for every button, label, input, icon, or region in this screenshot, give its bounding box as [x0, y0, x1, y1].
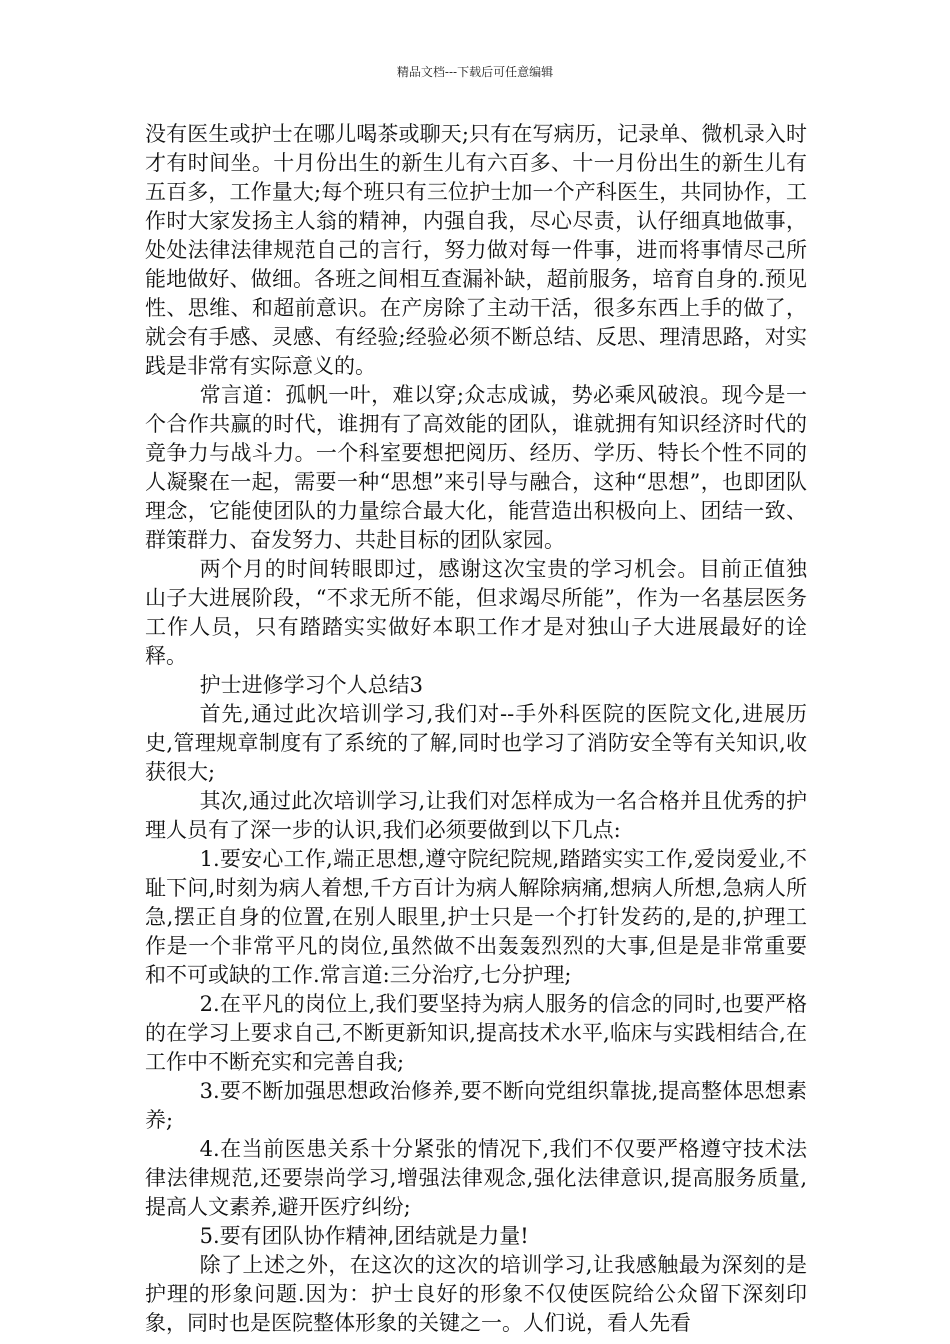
list-item-5: 5.要有团队协作精神,团结就是力量! [199, 1224, 529, 1248]
document-body [145, 120, 807, 1338]
list-item-2: 2.在平凡的岗位上,我们要坚持为病人服务的信念的同时,也要严格的在学习上要求自己,不断更新知识,提高技术水平,临床与实践相结合,在工作中不断充实和完善自我; [145, 992, 807, 1074]
paragraph-2: 常言道：孤帆一叶，难以穿;众志成诚，势必乘风破浪。现今是一个合作共赢的时代，谁拥有了高效能的团队，谁就拥有知识经济时代的竟争力与战斗力。一个科室要想把阅历、经历、学历、特长个性不同的人凝聚在一起，需要一种“思想”来引导与融合，这种“思想”，也即团队理念，它能使团队的力量综合最大化，能营造出积极向上、团结一致、群策群力、奋发努力、共赴目标的团队家园。 [145, 383, 807, 552]
paragraph-6: 除了上述之外，在这次的这次的培训学习,让我感触最为深刻的是护理的形象问题.因为：护士良好的形象不仅使医院给公众留下深刻印象，同时也是医院整体形象的关键之一。人们说，看人先看 [145, 1253, 807, 1335]
paragraph-3: 两个月的时间转眼即过，感谢这次宝贵的学习机会。目前正值独山子大进展阶段，“不求无所不能，但求竭尽所能”，作为一名基层医务工作人员，只有踏踏实实做好本职工作才是对独山子大进展最好的诠释。 [145, 557, 807, 668]
page-header: 精品文档---下载后可任意编辑 [396, 65, 554, 79]
section-heading: 护士进修学习个人总结3 [199, 673, 423, 697]
paragraph-4: 首先,通过此次培训学习,我们对--手外科医院的医院文化,进展历史,管理规章制度有了系统的了解,同时也学习了消防安全等有关知识,收获很大; [145, 702, 807, 784]
list-item-3: 3.要不断加强思想政治修养,要不断向党组织靠拢,提高整体思想素养; [145, 1079, 807, 1132]
paragraph-5: 其次,通过此次培训学习,让我们对怎样成为一名合格并且优秀的护理人员有了深一步的认识,我们必须要做到以下几点: [145, 789, 807, 842]
list-item-4: 4.在当前医患关系十分紧张的情况下,我们不仅要严格遵守技术法律法律规范,还要崇尚学习,增强法律观念,强化法律意识,提高服务质量,提高人文素养,避开医疗纠纷; [145, 1137, 807, 1219]
list-item-1: 1.要安心工作,端正思想,遵守院纪院规,踏踏实实工作,爱岗爱业,不耻下问,时刻为病人着想,千方百计为病人解除病痛,想病人所想,急病人所急,摆正自身的位置,在别人眼里,护士只是一个打针发药的,是的,护理工作是一个非常平凡的岗位,虽然做不出轰轰烈烈的大事,但是是非常重要和不可或缺的工作.常言道:三分治疗,七分护理; [145, 847, 807, 987]
paragraph-1: 没有医生或护士在哪儿喝茶或聊天;只有在写病历，记录单、微机录入时才有时间坐。十月份出生的新生儿有六百多、十一月份出生的新生儿有五百多，工作量大;每个班只有三位护士加一个产科医生，共同协作，工作时大家发扬主人翁的精神，内强自我，尽心尽责，认仔细真地做事，处处法律法律规范自己的言行，努力做对每一件事，进而将事情尽己所能地做好、做细。各班之间相互查漏补缺，超前服务，培育自身的.预见性、思维、和超前意识。在产房除了主动干活，很多东西上手的做了，就会有手感、灵感、有经验;经验必须不断总结、反思、理清思路，对实践是非常有实际意义的。 [145, 122, 807, 378]
